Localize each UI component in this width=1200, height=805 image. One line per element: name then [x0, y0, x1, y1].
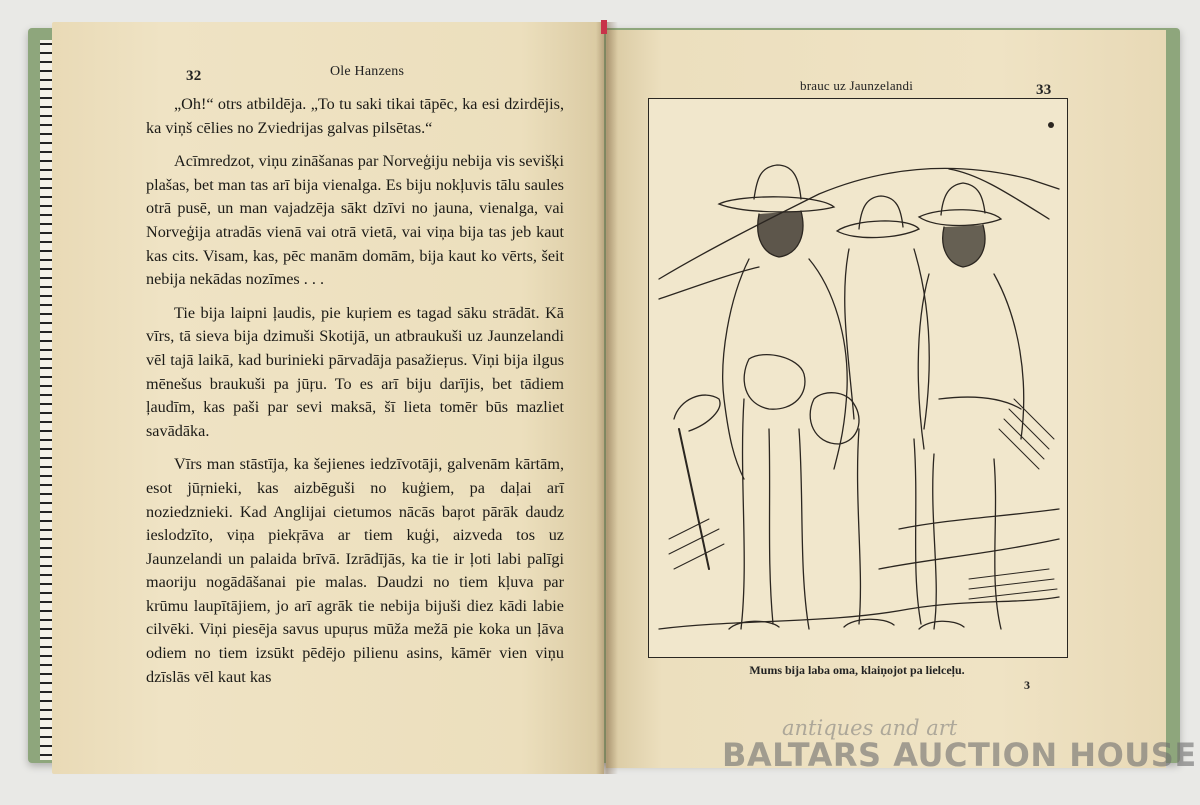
- three-men-illustration: [648, 98, 1068, 658]
- signature-mark: 3: [1024, 678, 1030, 692]
- right-running-head: brauc uz Jaunzelandi: [800, 78, 914, 93]
- paragraph: Tie bija laipni ļaudis, pie kuŗiem es tagad sāku strādāt. Kā vīrs, tā sieva bija dzimuši Skotijā, un atbraukuši uz Jaunzelandi vēl tajā laikā, kad burinieki pārvadāja pasažieŗus. Viņi bija ilgus mēnešus braukuši pa jūŗu. To es arī biju darījis, bet tādiem ļaudīm, kas paši par sevi maksā, šī lieta tomēr būs mazliet savādāka.: [146, 303, 564, 440]
- illustration-caption: Mums bija laba oma, klaiņojot pa lielceļu.: [749, 663, 965, 677]
- book-spine: [596, 22, 618, 774]
- left-page-number: 32: [186, 68, 202, 84]
- watermark-name: BALTARS AUCTION HOUSE: [722, 736, 1197, 774]
- watermark-tagline: antiques and art: [782, 716, 958, 740]
- left-running-head: Ole Hanzens: [330, 64, 405, 79]
- left-page-body: [146, 93, 564, 699]
- sketch-drawing: [649, 99, 1067, 657]
- paragraph: Acīmredzot, viņu zināšanas par Norveģiju nebija vis sevišķi plašas, bet man tas arī bija vienalga. Es biju nokļuvis tālu saules otrā pusē, un man vajadzēja sākt dzīvi no jauna, vienalga, vai Norveģija atradās vienā vai otrā vietā, vai viņa bija tas jeb kaut kas cits. Visam, kas, pēc manām domām, bija kaut ko vērts, šeit nebija nekādas nozīmes . . .: [146, 152, 564, 289]
- spine-headband: [601, 20, 607, 34]
- paragraph: Vīrs man stāstīja, ka šejienes iedzīvotāji, galvenām kārtām, esot jūŗnieki, kas aizbēguši no kuģiem, pa daļai arī noziedznieki. Kad Anglijai cietumos nācās baŗot pārāk daudz ieslodzīto, viņa piekŗāva ar tiem kuģi, aizveda tos uz Jaunzelandi un palaida brīvā. Izrādījās, ka tie ir ļoti labi palīgi maoriju nogādāšanai pie malas. Daudzi no tiem kļuva par krūmu laupītājiem, jo arī agrāk tie nebija bijuši diez kādi labie cilvēki. Viņi piesēja savus upuŗus mūža mežā pie koka un ļāva odiem no tiem izsūkt pēdējo pilienu asins, kāmēr vien viņu dzīslās vēl kaut kas: [146, 455, 564, 686]
- right-page-number: 33: [1036, 82, 1052, 98]
- paragraph: „Oh!“ otrs atbildēja. „To tu saki tikai tāpēc, ka esi dzirdējis, ka viņš cēlies no Zviedrijas galvas pilsētas.“: [146, 95, 564, 137]
